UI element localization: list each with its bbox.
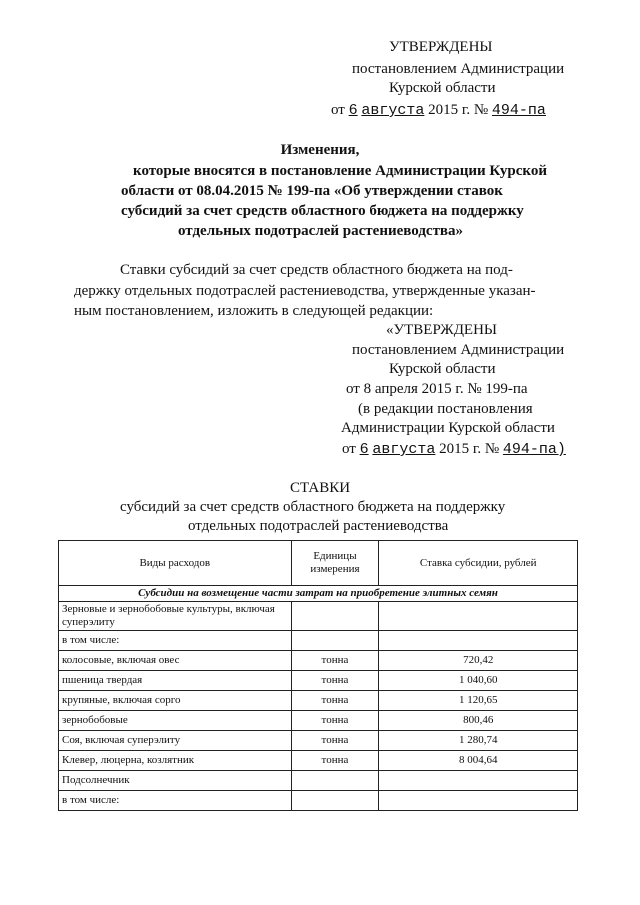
table-cell <box>379 791 578 811</box>
date-year: 2015 г. <box>439 441 482 457</box>
body-line2: держку отдельных подотраслей растениеводства, утвержденные указан- <box>74 283 536 299</box>
table-cell: 800,46 <box>379 711 578 731</box>
table-row <box>59 791 578 811</box>
header-cell: Единицы измерения <box>291 541 379 586</box>
table-cell: 720,42 <box>379 651 578 671</box>
changes-line2: области от 08.04.2015 № 199-па «Об утверждении ставок <box>121 183 503 199</box>
approval2-line3: от 8 апреля 2015 г. № 199-па <box>346 381 528 397</box>
body-line3: ным постановлением, изложить в следующей редакции: <box>74 303 434 319</box>
date-year: 2015 г. <box>428 102 471 118</box>
table-row <box>59 631 578 651</box>
table-cell: Подсолнечник <box>59 771 292 791</box>
approval-line1: постановлением Администрации <box>352 61 565 77</box>
table-cell: пшеница твердая <box>59 671 292 691</box>
table-row <box>59 711 578 731</box>
num-prefix: № <box>484 441 500 457</box>
table-row <box>59 671 578 691</box>
table-row <box>59 602 578 631</box>
table-cell: 1 120,65 <box>379 691 578 711</box>
rates-title: СТАВКИ <box>289 480 351 496</box>
approval2-title: «УТВЕРЖДЕНЫ <box>386 322 498 338</box>
table-cell: зернобобовые <box>59 711 292 731</box>
table-cell: Клевер, люцерна, козлятник <box>59 751 292 771</box>
approval2-date <box>342 441 566 458</box>
approval2-line4: (в редакции постановления <box>358 401 533 417</box>
table-cell: крупяные, включая сорго <box>59 691 292 711</box>
approval-title: УТВЕРЖДЕНЫ <box>389 39 493 55</box>
table-cell: Зерновые и зернобобовые культуры, включая суперэлиту <box>59 602 292 631</box>
table-row <box>59 771 578 791</box>
rates-table <box>58 540 578 811</box>
table-cell: тонна <box>291 711 379 731</box>
table-cell: 1 040,60 <box>379 671 578 691</box>
approval-date <box>331 102 546 119</box>
table-cell: тонна <box>291 671 379 691</box>
date-prefix: от <box>342 441 356 457</box>
doc-number: 494-па) <box>502 441 566 458</box>
rates-line1: субсидий за счет средств областного бюджета на поддержку <box>120 499 506 515</box>
date-day: 6 <box>348 102 358 119</box>
table-section-row <box>59 586 578 602</box>
table-cell: 1 280,74 <box>379 731 578 751</box>
table-cell <box>379 631 578 651</box>
rates-line2: отдельных подотраслей растениеводства <box>188 518 449 534</box>
table-cell <box>291 602 379 631</box>
changes-line1: которые вносятся в постановление Администрации Курской <box>133 163 547 179</box>
table-cell: в том числе: <box>59 791 292 811</box>
header-cell: Ставка субсидии, рублей <box>379 541 578 586</box>
table-cell <box>379 771 578 791</box>
table-row <box>59 751 578 771</box>
table-cell: тонна <box>291 651 379 671</box>
table-row <box>59 691 578 711</box>
changes-line3: субсидий за счет средств областного бюджета на поддержку <box>121 203 524 219</box>
approval2-line1: постановлением Администрации <box>352 342 565 358</box>
table-cell <box>291 631 379 651</box>
body-line1: Ставки субсидий за счет средств областного бюджета на под- <box>120 262 513 278</box>
approval2-line5: Администрации Курской области <box>341 420 555 436</box>
date-day: 6 <box>359 441 369 458</box>
header-cell: Виды расходов <box>59 541 292 586</box>
table-cell: тонна <box>291 731 379 751</box>
table-cell: тонна <box>291 751 379 771</box>
approval-line2: Курской области <box>389 80 496 96</box>
changes-title: Изменения, <box>280 142 360 158</box>
table-cell: тонна <box>291 691 379 711</box>
table-header-row <box>59 541 578 586</box>
date-prefix: от <box>331 102 345 118</box>
table-cell: Соя, включая суперэлиту <box>59 731 292 751</box>
table-cell <box>379 602 578 631</box>
doc-number: 494-па <box>491 102 546 119</box>
section-cell: Субсидии на возмещение части затрат на приобретение элитных семян <box>59 586 578 602</box>
table-cell: колосовые, включая овес <box>59 651 292 671</box>
table-row <box>59 731 578 751</box>
table-cell <box>291 791 379 811</box>
approval2-line2: Курской области <box>389 361 496 377</box>
changes-line4: отдельных подотраслей растениеводства» <box>178 223 464 239</box>
table-cell: 8 004,64 <box>379 751 578 771</box>
table-cell: в том числе: <box>59 631 292 651</box>
table-row <box>59 651 578 671</box>
table-cell <box>291 771 379 791</box>
date-month: августа <box>372 441 436 458</box>
date-month: августа <box>361 102 425 119</box>
num-prefix: № <box>473 102 489 118</box>
